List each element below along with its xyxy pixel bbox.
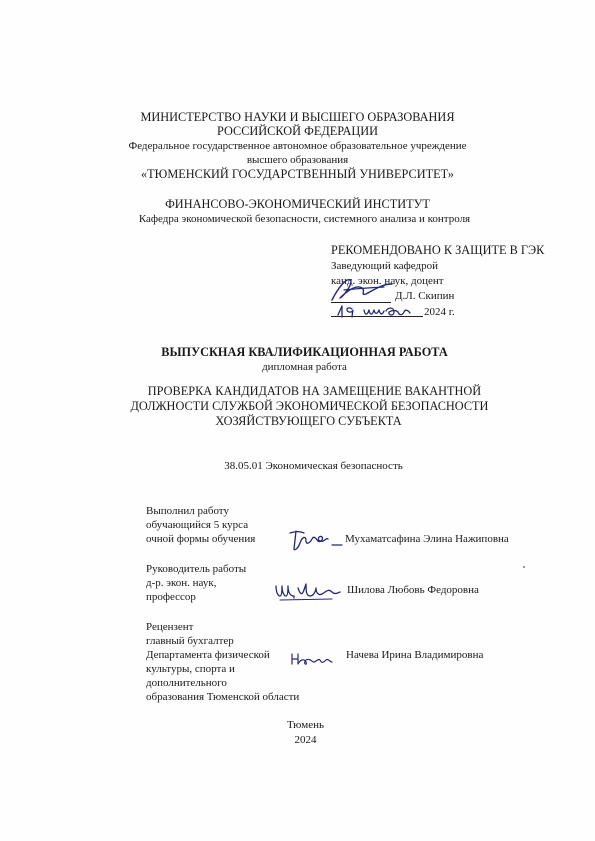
supervisor-label-line-2: д-р. экон. наук,	[146, 577, 217, 589]
institute-name: ФИНАНСОВО-ЭКОНОМИЧЕСКИЙ ИНСТИТУТ	[165, 197, 430, 211]
reviewer-label-line-6: образования Тюменской области	[146, 691, 300, 703]
supervisor-label-line-1: Руководитель работы	[146, 563, 247, 575]
approval-name: Д.Л. Скипин	[395, 290, 455, 302]
handwritten-date	[334, 301, 416, 321]
approval-year: 2024 г.	[424, 306, 455, 318]
approval-position: Заведующий кафедрой	[331, 260, 438, 272]
reviewer-label-line-2: главный бухгалтер	[146, 635, 234, 647]
scan-speck	[523, 566, 525, 568]
reviewer-label-line-3: Департамента физической	[146, 649, 270, 661]
reviewer-label-line-1: Рецензент	[146, 621, 194, 633]
author-label-line-2: обучающийся 5 курса	[146, 519, 249, 531]
approval-degree: канд. экон. наук, доцент	[331, 275, 444, 287]
specialty: 38.05.01 Экономическая безопасность	[224, 460, 403, 472]
work-type-subtitle: дипломная работа	[262, 361, 347, 373]
reviewer-signature	[288, 650, 336, 668]
department-name: Кафедра экономической безопасности, системного анализа и контроля	[138, 213, 471, 225]
approval-title: РЕКОМЕНДОВАНО К ЗАЩИТЕ В ГЭК	[331, 243, 545, 257]
author-label-line-3: очной формы обучения	[146, 533, 256, 545]
institution-line-2: высшего образования	[246, 154, 349, 166]
ministry-line-2: РОССИЙСКОЙ ФЕДЕРАЦИИ	[216, 124, 379, 138]
footer-year: 2024	[294, 734, 317, 746]
author-label-line-1: Выполнил работу	[146, 505, 229, 517]
topic-line-3: ХОЗЯЙСТВУЮЩЕГО СУБЪЕКТА	[215, 414, 402, 428]
footer-city: Тюмень	[287, 719, 324, 731]
supervisor-name: Шилова Любовь Федоровна	[347, 584, 479, 596]
ministry-line-1: МИНИСТЕРСТВО НАУКИ И ВЫСШЕГО ОБРАЗОВАНИЯ	[140, 110, 455, 124]
reviewer-name: Начева Ирина Владимировна	[346, 649, 484, 661]
work-type-title: ВЫПУСКНАЯ КВАЛИФИКАЦИОННАЯ РАБОТА	[161, 345, 448, 359]
institution-line-1: Федеральное государственное автономное образовательное учреждение	[128, 140, 467, 152]
reviewer-label-line-5: дополнительного	[146, 677, 227, 689]
reviewer-label-line-4: культуры, спорта и	[146, 663, 235, 675]
supervisor-label-line-3: профессор	[146, 591, 196, 603]
university-name: «ТЮМЕНСКИЙ ГОСУДАРСТВЕННЫЙ УНИВЕРСИТЕТ»	[141, 167, 454, 181]
topic-line-1: ПРОВЕРКА КАНДИДАТОВ НА ЗАМЕЩЕНИЕ ВАКАНТНОЙ	[147, 384, 482, 398]
supervisor-signature	[272, 578, 344, 604]
topic-line-2: ДОЛЖНОСТИ СЛУЖБОЙ ЭКОНОМИЧЕСКОЙ БЕЗОПАСНОСТИ	[130, 399, 489, 413]
author-signature	[286, 525, 344, 553]
author-name: Мухаматсафина Элина Нажиповна	[345, 533, 509, 545]
